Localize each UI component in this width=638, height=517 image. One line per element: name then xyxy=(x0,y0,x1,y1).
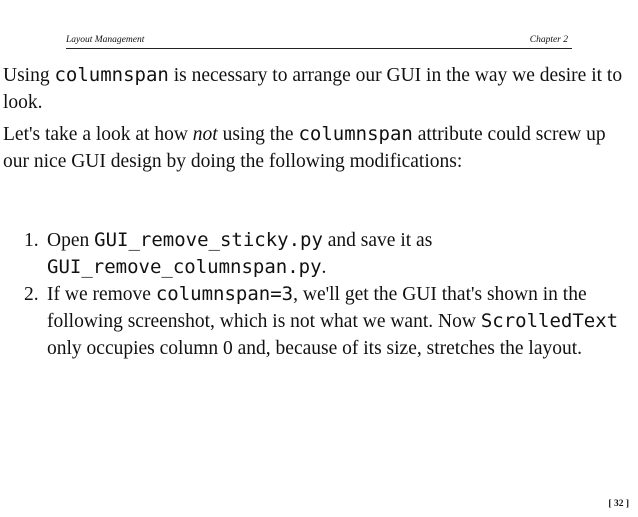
header-section-title: Layout Management xyxy=(66,35,145,45)
steps-list xyxy=(24,227,630,362)
page-number: [ 32 ] xyxy=(608,499,629,509)
inline-code: columnspan xyxy=(298,123,413,145)
inline-code: columnspan xyxy=(54,64,169,86)
list-number: 2. xyxy=(24,284,39,305)
list-number: 1. xyxy=(24,230,39,251)
inline-code: GUI_remove_columnspan.py xyxy=(47,256,322,278)
header-chapter: Chapter 2 xyxy=(529,35,568,45)
inline-code: GUI_remove_sticky.py xyxy=(94,229,323,251)
inline-code: ScrolledText xyxy=(480,310,619,332)
emphasis-not: not xyxy=(192,124,218,145)
inline-code: columnspan=3 xyxy=(155,283,294,305)
list-item: 1. Open GUI_remove_sticky.py and save it as GUI_remove_columnspan.py. xyxy=(24,229,433,278)
paragraph-columnspan-necessity: Using columnspan is necessary to arrange our GUI in the way we desire it to look. xyxy=(3,64,623,113)
list-item: 2. If we remove columnspan=3, we'll get the GUI that's shown in the following screenshot, which is not what we want. Now ScrolledText only occupies column 0 and, because of its size, stretches the layout. xyxy=(24,283,619,359)
page-header xyxy=(66,34,572,49)
paragraph-modifications-intro: Let's take a look at how not using the columnspan attribute could screw up our nice GUI design by doing the following modifications: xyxy=(3,123,606,172)
